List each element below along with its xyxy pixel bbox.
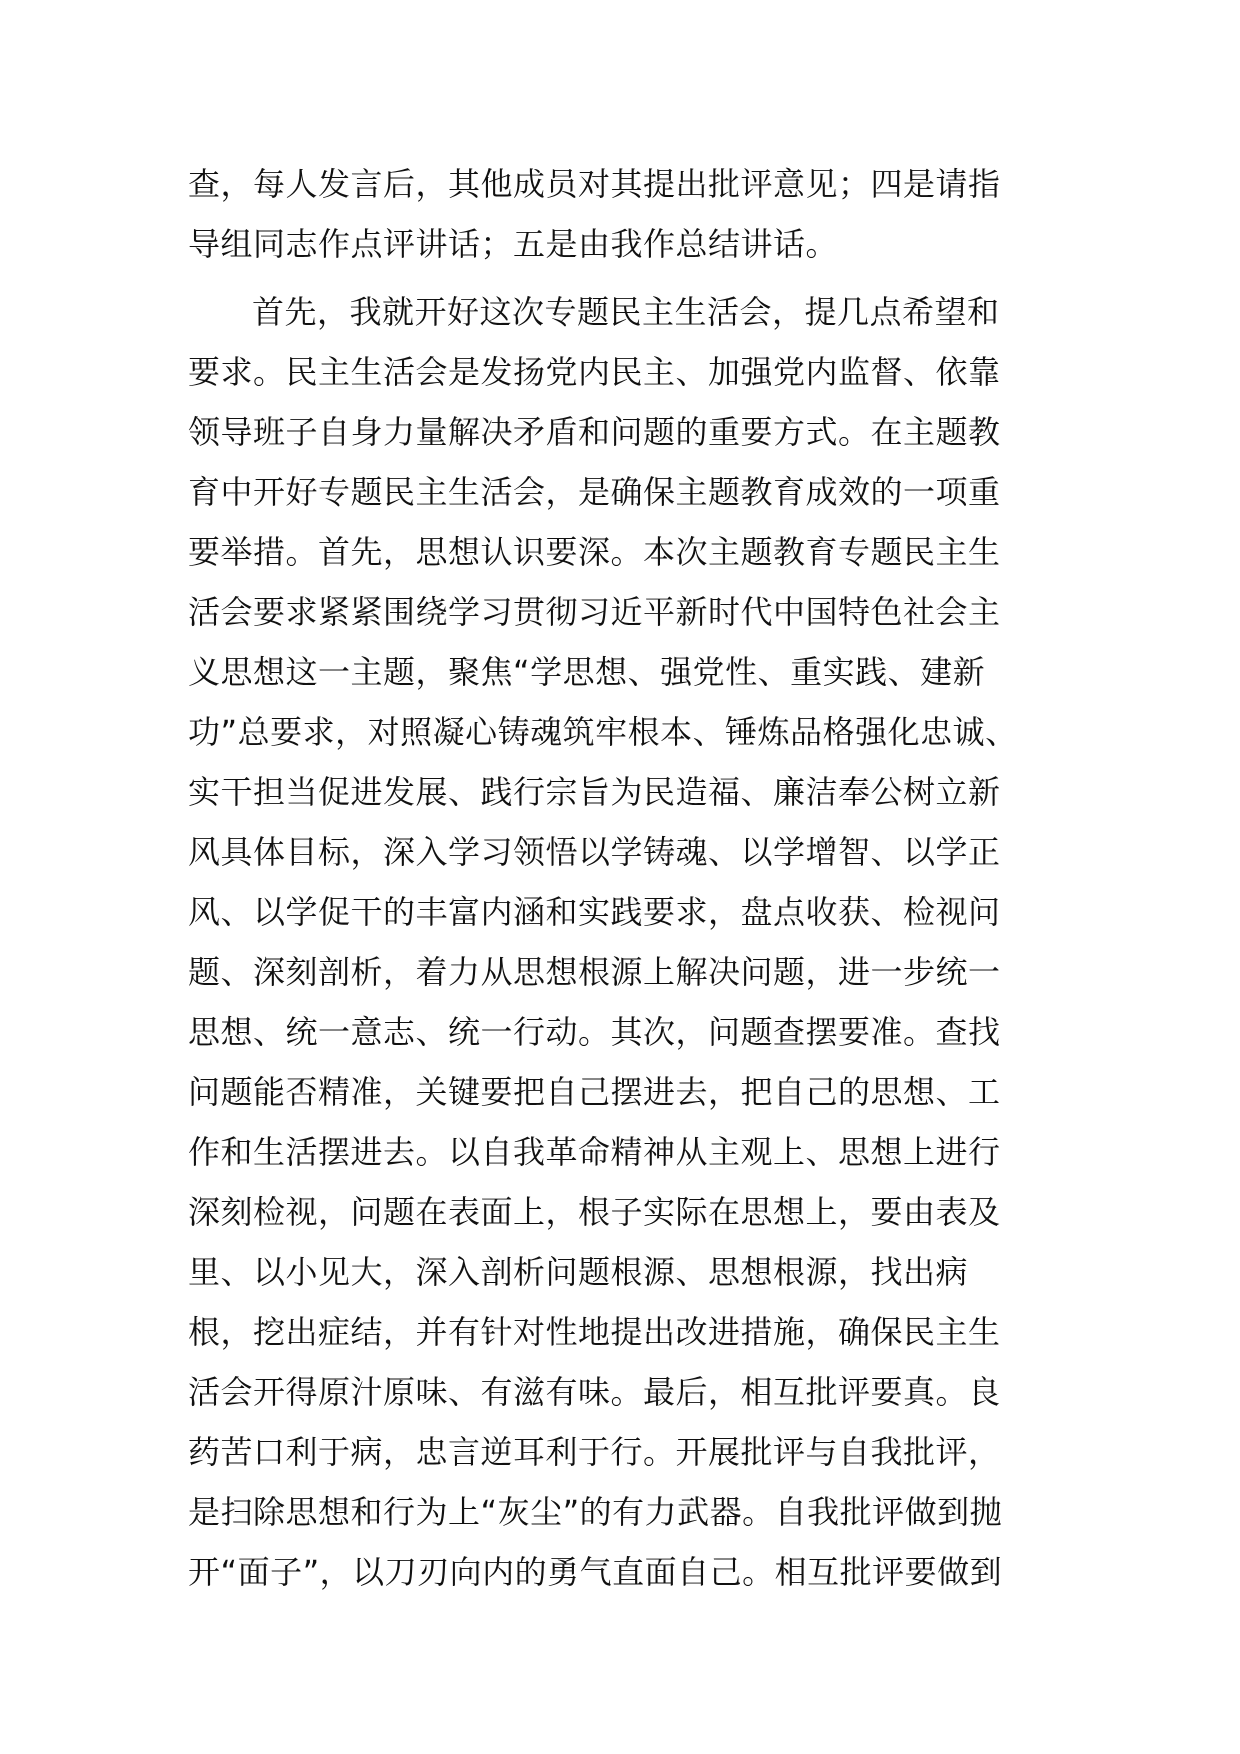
text-line: 导组同志作点评讲话；五是由我作总结讲话。 bbox=[188, 225, 839, 263]
text-line: 要求。民主生活会是发扬党内民主、加强党内监督、依靠 bbox=[188, 353, 1001, 391]
text-line: 育中开好专题民主生活会，是确保主题教育成效的一项重 bbox=[188, 473, 1001, 511]
text-line: 查，每人发言后，其他成员对其提出批评意见；四是请指 bbox=[188, 165, 1001, 203]
text-line: 思想、统一意志、统一行动。其次，问题查摆要准。查找 bbox=[188, 1013, 1001, 1051]
text-line: 风具体目标，深入学习领悟以学铸魂、以学增智、以学正 bbox=[188, 833, 1001, 871]
text-line: 功”总要求，对照凝心铸魂筑牢根本、锤炼品格强化忠诚、 bbox=[188, 713, 1018, 751]
text-line: 题、深刻剖析，着力从思想根源上解决问题，进一步统一 bbox=[188, 953, 1001, 991]
text-line: 领导班子自身力量解决矛盾和问题的重要方式。在主题教 bbox=[188, 413, 1001, 451]
text-line: 实干担当促进发展、践行宗旨为民造福、廉洁奉公树立新 bbox=[188, 773, 1001, 811]
text-line: 首先，我就开好这次专题民主生活会，提几点希望和 bbox=[252, 293, 1000, 331]
text-line: 义思想这一主题，聚焦“学思想、强党性、重实践、建新 bbox=[188, 653, 986, 691]
text-line: 要举措。首先，思想认识要深。本次主题教育专题民主生 bbox=[188, 533, 1001, 571]
text-line: 开“面子”，以刀刃向内的勇气直面自己。相互批评要做到 bbox=[188, 1553, 1003, 1591]
paragraph-1 bbox=[188, 154, 1058, 274]
text-line: 活会要求紧紧围绕学习贯彻习近平新时代中国特色社会主 bbox=[188, 593, 1001, 631]
text-line: 里、以小见大，深入剖析问题根源、思想根源，找出病 bbox=[188, 1253, 969, 1291]
text-line: 根，挖出症结，并有针对性地提出改进措施，确保民主生 bbox=[188, 1313, 1001, 1351]
paragraph-2 bbox=[188, 282, 1058, 1602]
text-line: 是扫除思想和行为上“灰尘”的有力武器。自我批评做到抛 bbox=[188, 1493, 1003, 1531]
text-line: 风、以学促干的丰富内涵和实践要求，盘点收获、检视问 bbox=[188, 893, 1001, 931]
text-line: 作和生活摆进去。以自我革命精神从主观上、思想上进行 bbox=[188, 1133, 1001, 1171]
text-line: 药苦口利于病，忠言逆耳利于行。开展批评与自我批评， bbox=[188, 1433, 1001, 1471]
text-line: 深刻检视，问题在表面上，根子实际在思想上，要由表及 bbox=[188, 1193, 1001, 1231]
text-line: 问题能否精准，关键要把自己摆进去，把自己的思想、工 bbox=[188, 1073, 1001, 1111]
text-line: 活会开得原汁原味、有滋有味。最后，相互批评要真。良 bbox=[188, 1373, 1001, 1411]
